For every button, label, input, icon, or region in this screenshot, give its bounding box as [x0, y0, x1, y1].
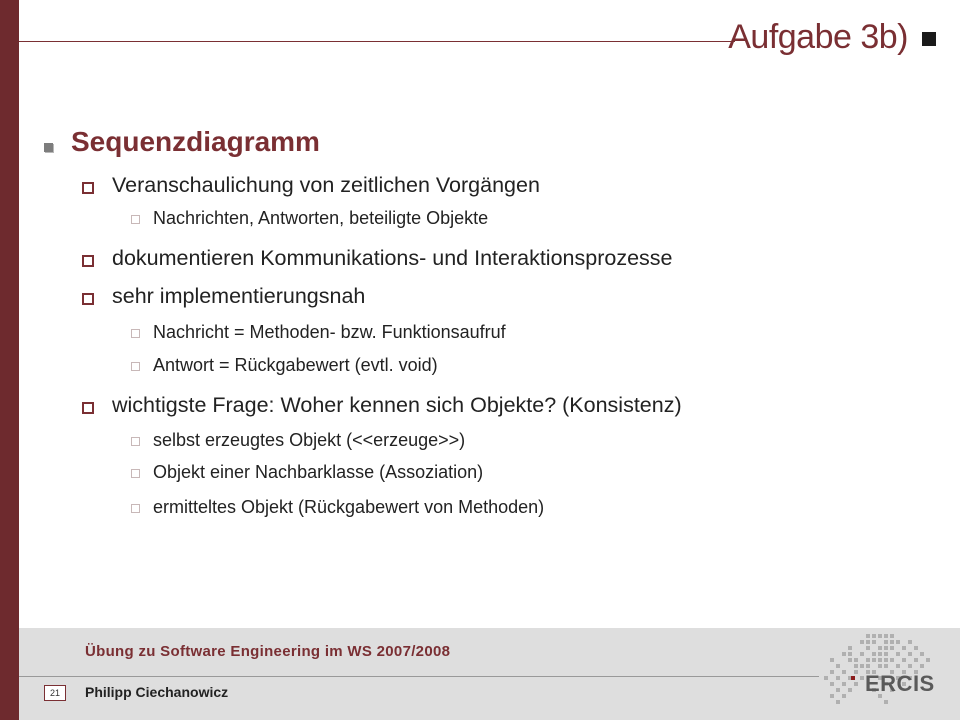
footer-course-title: Übung zu Software Engineering im WS 2007/2008: [85, 643, 451, 660]
bullet-item: sehr implementierungsnah: [112, 284, 366, 308]
footer-rule: [19, 676, 819, 677]
slide-heading: Sequenzdiagramm: [71, 126, 320, 157]
ercis-logo: ERCIS: [865, 671, 935, 696]
sub-bullet-square-icon: [131, 329, 140, 338]
sub-bullet-item: Objekt einer Nachbarklasse (Assoziation): [153, 462, 484, 482]
bullet-square-icon: [82, 293, 94, 305]
bullet-square-icon: [82, 402, 94, 414]
sub-bullet-square-icon: [131, 215, 140, 224]
footer-author: Philipp Ciechanowicz: [85, 684, 229, 700]
sub-bullet-square-icon: [131, 469, 140, 478]
sub-bullet-item: Antwort = Rückgabewert (evtl. void): [153, 355, 438, 375]
bullet-item: dokumentieren Kommunikations- und Interaktionsprozesse: [112, 246, 673, 270]
bullet-item: Veranschaulichung von zeitlichen Vorgängen: [112, 173, 540, 197]
sub-bullet-item: Nachricht = Methoden- bzw. Funktionsaufruf: [153, 322, 506, 342]
sub-bullet-square-icon: [131, 362, 140, 371]
footer-band: [19, 628, 960, 720]
logo-dot-icon: [851, 676, 855, 680]
bullet-item: wichtigste Frage: Woher kennen sich Objekte? (Konsistenz): [112, 393, 682, 417]
sub-bullet-item: Nachrichten, Antworten, beteiligte Objekte: [153, 208, 489, 228]
heading-bullet-icon: [44, 143, 53, 152]
sub-bullet-item: ermitteltes Objekt (Rückgabewert von Methoden): [153, 497, 545, 517]
bullet-square-icon: [82, 182, 94, 194]
bullet-square-icon: [82, 255, 94, 267]
sub-bullet-square-icon: [131, 437, 140, 446]
sub-bullet-item: selbst erzeugtes Objekt (<<erzeuge>>): [153, 430, 466, 450]
sub-bullet-square-icon: [131, 504, 140, 513]
slide-title: Aufgabe 3b): [728, 18, 908, 56]
page-number: 21: [44, 685, 66, 701]
